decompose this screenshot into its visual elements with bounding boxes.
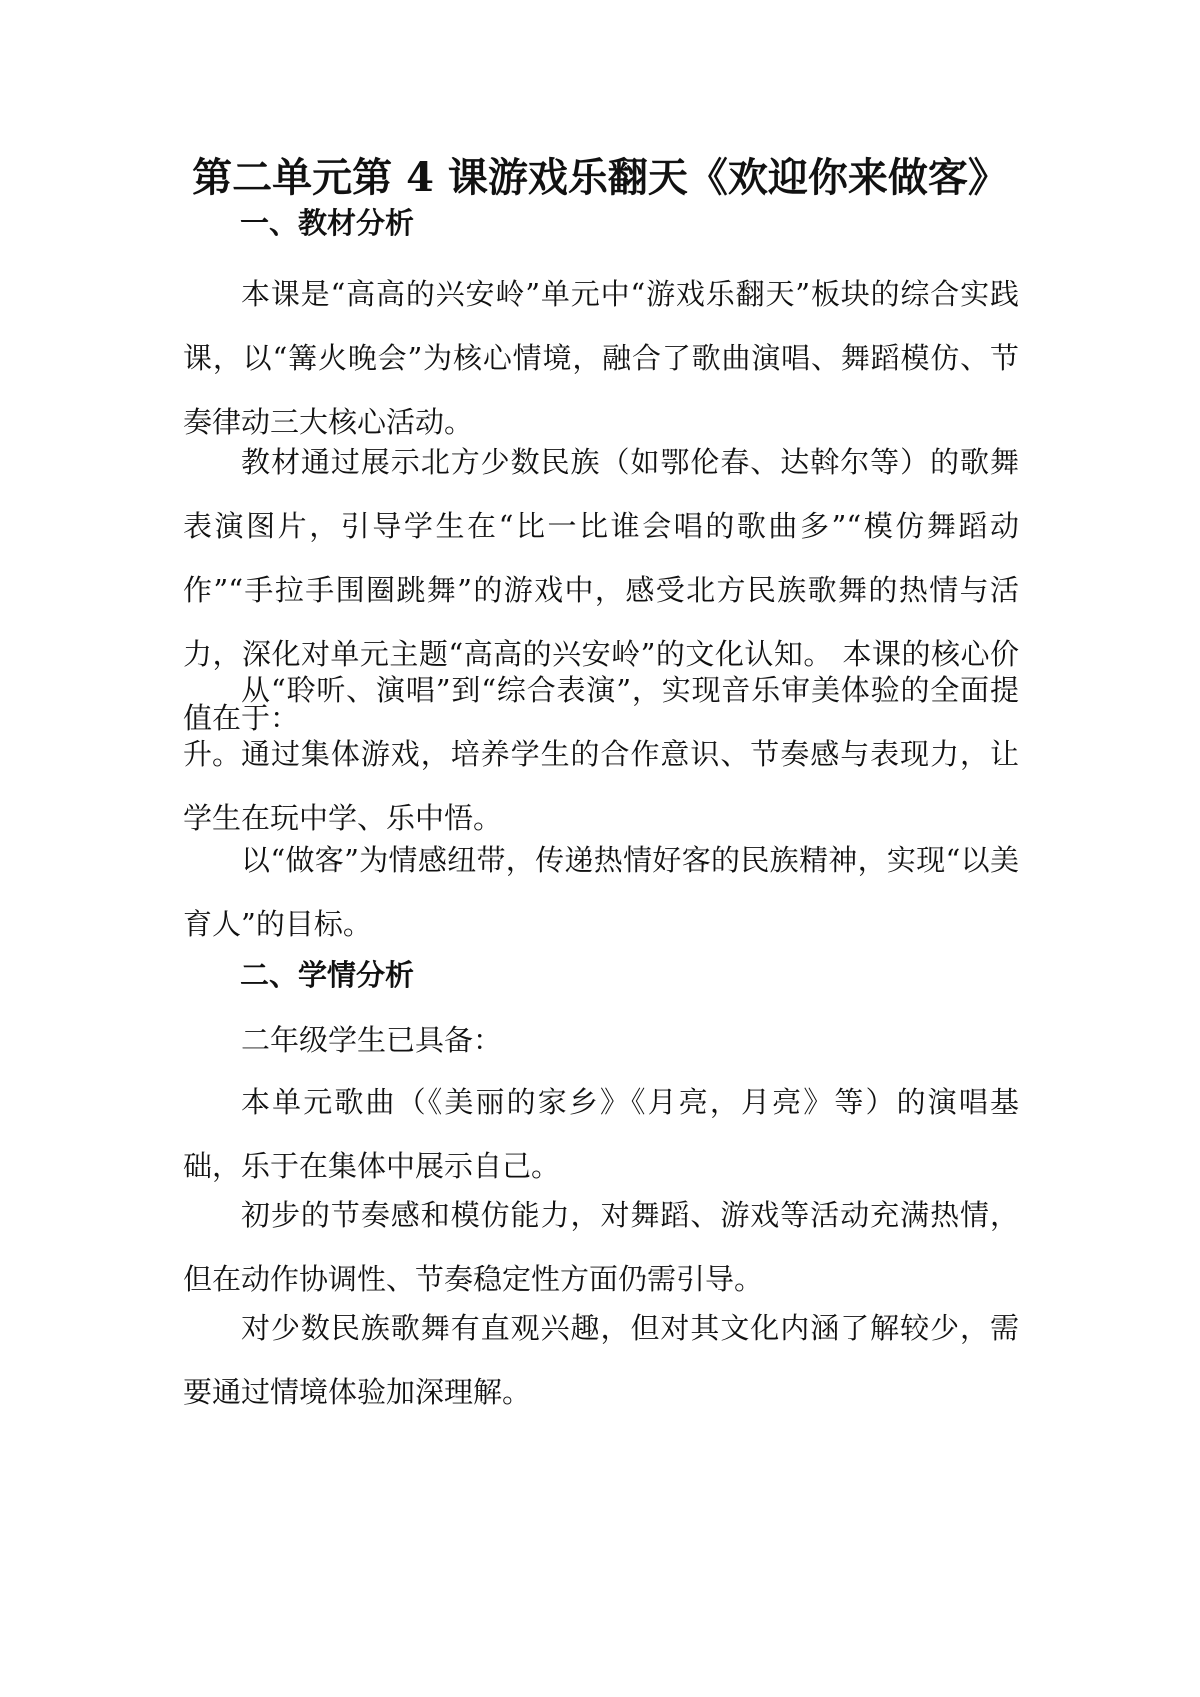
paragraph-textbook-1: 本课是“高高的兴安岭”单元中“游戏乐翻天”板块的综合实践课，以“篝火晚会”为核心情境，融合了歌曲演唱、舞蹈模仿、节奏律动三大核心活动。 — [183, 277, 1019, 439]
section-heading-student-analysis: 二、学情分析 — [240, 958, 415, 992]
paragraph-textbook-2: 教材通过展示北方少数民族（如鄂伦春、达斡尔等）的歌舞表演图片，引导学生在“比一比谁会唱的歌曲多”“模仿舞蹈动作”“手拉手围圈跳舞”的游戏中，感受北方民族歌舞的热情与活力，深化对单元主题“高高的兴安岭”的文化认知。 本课的核心价值在于： — [183, 445, 1019, 735]
section-heading-textbook-analysis: 一、教材分析 — [240, 206, 415, 240]
paragraph-textbook-4: 通过集体游戏，培养学生的合作意识、节奏感与表现力，让学生在玩中学、乐中悟。 — [183, 737, 1019, 835]
paragraph-textbook-3: 从“聆听、演唱”到“综合表演”，实现音乐审美体验的全面提升。 — [183, 673, 1019, 771]
paragraph-student-4: 对少数民族歌舞有直观兴趣，但对其文化内涵了解较少，需要通过情境体验加深理解。 — [183, 1311, 1019, 1409]
paragraph-student-3: 初步的节奏感和模仿能力，对舞蹈、游戏等活动充满热情，但在动作协调性、节奏稳定性方面仍需引导。 — [183, 1198, 1019, 1296]
paragraph-student-1: 二年级学生已具备： — [241, 1023, 503, 1057]
paragraph-student-2: 本单元歌曲（《美丽的家乡》《月亮，月亮》等）的演唱基础，乐于在集体中展示自己。 — [183, 1085, 1019, 1183]
paragraph-textbook-5: 以“做客”为情感纽带，传递热情好客的民族精神，实现“以美育人”的目标。 — [183, 843, 1019, 941]
document-title: 第二单元第 4 课游戏乐翻天《欢迎你来做客》 — [192, 154, 1008, 201]
